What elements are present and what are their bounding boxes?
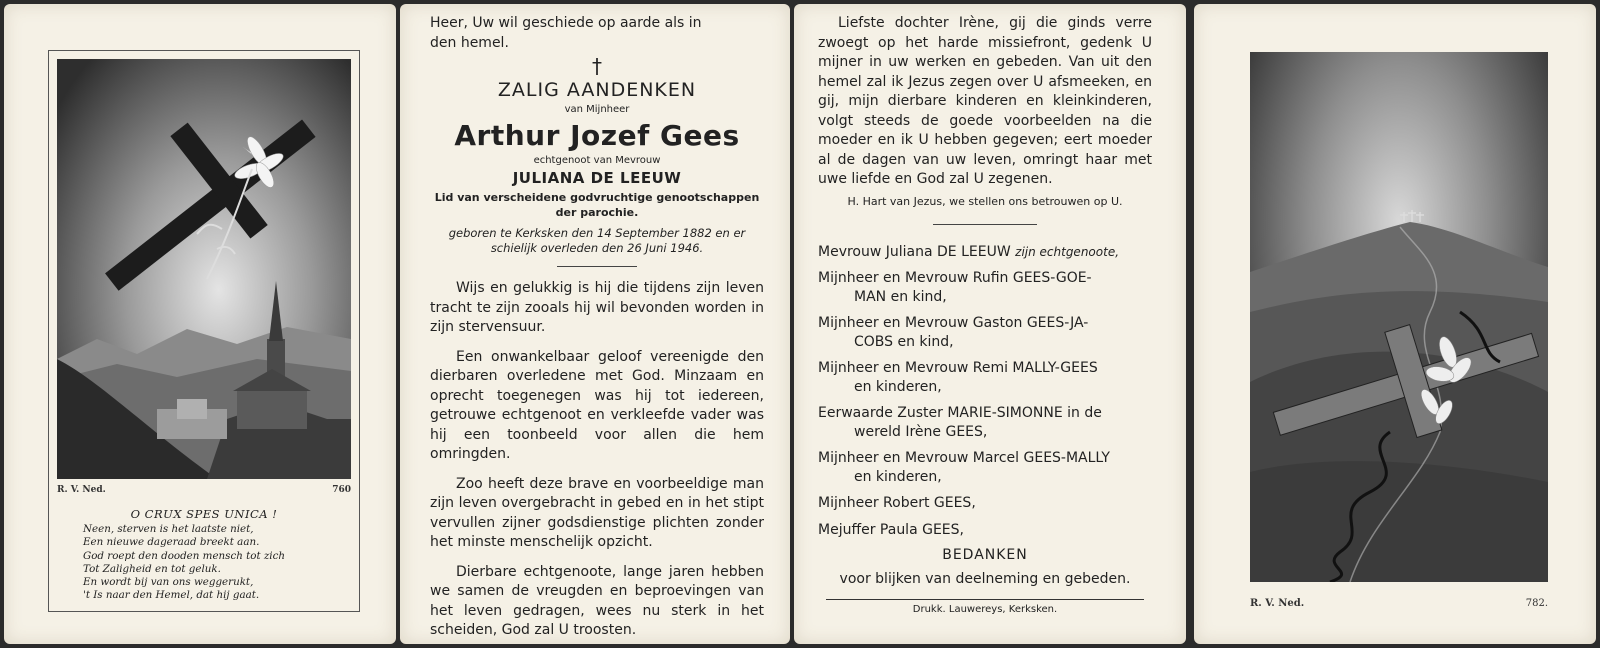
thanks-text: voor blijken van deelneming en gebeden.: [839, 571, 1131, 587]
image-credit: R. V. Ned.: [57, 485, 106, 495]
family-line: Mijnheer en Mevrouw Remi MALLY-GEES: [818, 360, 1098, 376]
family-line: Mijnheer en Mevrouw Gaston GEES-JA-: [818, 315, 1089, 331]
honorific: van Mijnheer: [564, 104, 630, 115]
paragraph: Zoo heeft deze brave en voorbeeldige man zijn leven overgebracht in gebed en in het stipt vervullen zijner godsdienstige plichten zonder het minste menschelijk opzicht.: [430, 475, 764, 550]
family-list: [818, 243, 1152, 540]
membership-line: Lid van verscheidene godvruchtige genootschappen: [434, 191, 760, 204]
poem-line: En wordt bij van ons weggerukt,: [83, 576, 254, 589]
deceased-name: Arthur Jozef Gees: [454, 119, 740, 152]
family-entry: [818, 269, 1152, 306]
family-line-continued: en kinderen,: [854, 378, 942, 395]
poem-line: God roept den dooden mensch tot zich: [83, 549, 285, 562]
spouse-of-label: echtgenoot van Mevrouw: [533, 155, 661, 166]
family-entry: [818, 359, 1152, 396]
poem-line: Een nieuwe dageraad breekt aan.: [83, 536, 260, 549]
family-line: Mijnheer en Mevrouw Rufin GEES-GOE-: [818, 270, 1092, 286]
cross-icon: †: [592, 54, 602, 78]
poem-line: Tot Zaligheid en tot geluk.: [83, 562, 221, 575]
paragraph: Dierbare echtgenoote, lange jaren hebben we samen de vreugden en beproevingen van het leven gedragen, wees nu sterk in het scheiden, God zal U troosten.: [430, 563, 764, 638]
memorial-text-panel: [400, 4, 790, 644]
birth-death-dates: [430, 226, 764, 256]
family-entry: [818, 243, 1152, 262]
membership-line: der parochie.: [555, 206, 639, 219]
motto: O CRUX SPES UNICA !: [130, 507, 278, 521]
printer-imprint: Drukk. Lauwereys, Kerksken.: [912, 604, 1058, 615]
family-entry: [818, 404, 1152, 441]
cross-lily-village-illustration: [57, 59, 351, 479]
family-line: Mijnheer Robert GEES,: [818, 495, 976, 511]
paragraph: Wijs en gelukkig is hij die tijdens zijn leven tracht te zijn zooals hij wil bevonden worden in zijn stervensuur.: [430, 280, 764, 335]
paragraph: Een onwankelbaar geloof vereenigde den dierbaren overledene met God. Minzaam en oprecht toegenegen was hij tot iedereen, getrouwe echtgenoot en verkleefde vader was hij een toonbeeld voor allen die hem omringden.: [430, 348, 764, 462]
family-entry: [818, 521, 1152, 540]
dates-line: schielijk overleden den 26 Juni 1946.: [490, 241, 704, 255]
family-panel: [794, 4, 1186, 644]
membership: [430, 190, 764, 220]
poem-line: Neen, sterven is het laatste niet,: [83, 523, 254, 535]
image-number: 760: [332, 485, 351, 495]
family-line-continued: wereld Irène GEES,: [854, 423, 988, 440]
family-line-continued: COBS en kind,: [854, 333, 954, 350]
heading: ZALIG AANDENKEN: [497, 79, 697, 101]
family-entry: [818, 449, 1152, 486]
picture-frame: [48, 50, 360, 612]
dates-line: geboren te Kerksken den 14 September 1882 en er: [448, 226, 746, 240]
family-line-continued: MAN en kind,: [854, 288, 947, 305]
front-card-panel: [4, 4, 396, 644]
family-relation: zijn echtgenoote,: [1015, 244, 1120, 259]
poem-line: 't Is naar den Hemel, dat hij gaat.: [83, 589, 260, 602]
verse-line: Heer, Uw wil geschiede op aarde als in: [430, 15, 702, 31]
invocation: H. Hart van Jezus, we stellen ons betrouwen op U.: [847, 194, 1123, 208]
thanks-heading: BEDANKEN: [942, 547, 1028, 563]
cross-thorns-hill-illustration: [1250, 52, 1548, 582]
prayer-text: Liefste dochter Irène, gij die ginds verre zwoegt op het harde missiefront, gedenk U mijner in uw werken en gebeden. Van uit den hemel zal ik Jezus zegen over U afsmeeken, en gij, mijn dierbare kinderen en kleinkinderen, volgt steeds de goede voorbeelden na die moeder en ik U hebben gegeven; eert moeder al de dagen van uw leven, omringt haar met uwe liefde en God zal U zegenen.: [818, 15, 1152, 187]
family-entry: [818, 494, 1152, 513]
divider: [557, 266, 637, 267]
family-line: Mevrouw Juliana DE LEEUW: [818, 243, 1011, 260]
family-line: Mejuffer Paula GEES,: [818, 521, 964, 538]
image-credit: R. V. Ned.: [1250, 598, 1305, 609]
family-line: Mijnheer en Mevrouw Marcel GEES-MALLY: [818, 450, 1110, 466]
divider: [933, 224, 1037, 225]
verse-line: den hemel.: [430, 34, 509, 51]
family-line-continued: en kinderen,: [854, 468, 942, 485]
family-entry: [818, 314, 1152, 351]
poem: [83, 523, 285, 603]
back-card-panel: [1194, 4, 1596, 644]
image-number: 782.: [1525, 598, 1548, 609]
family-line: Eerwaarde Zuster MARIE-SIMONNE in de: [818, 405, 1102, 421]
opening-verse: [430, 14, 764, 53]
divider: [826, 599, 1144, 600]
spouse-name: JULIANA DE LEEUW: [512, 169, 682, 187]
